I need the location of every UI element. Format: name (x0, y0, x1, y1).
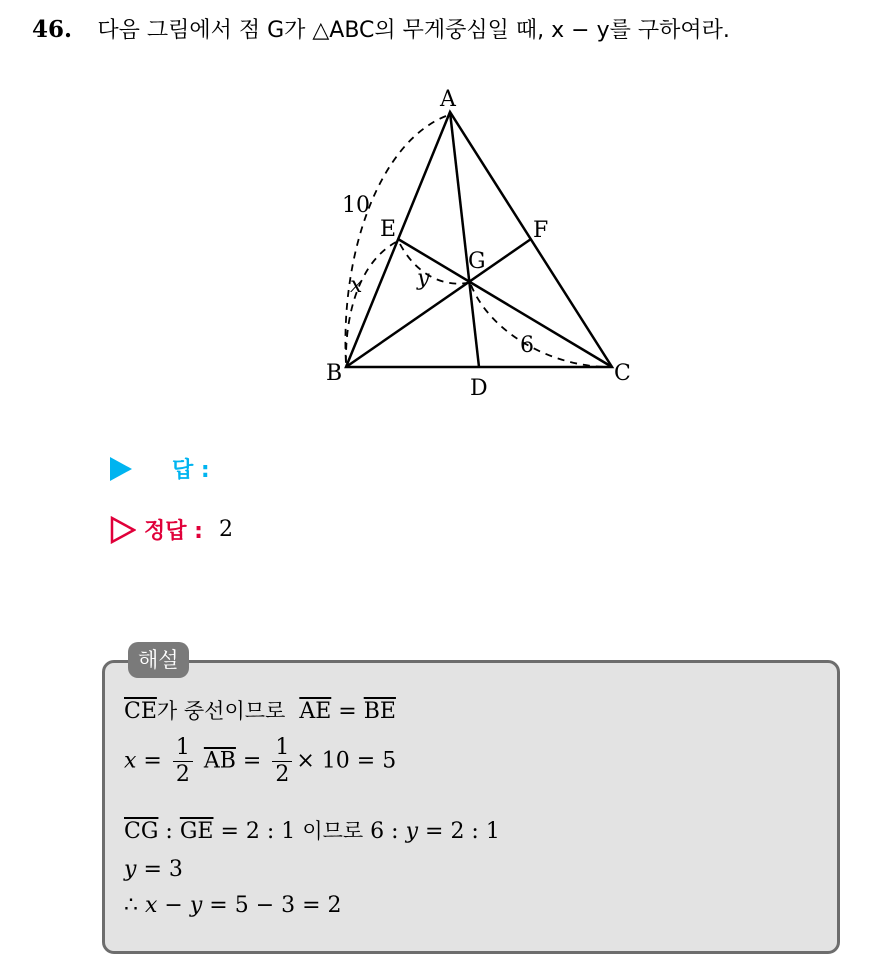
explanation-line-5 (124, 893, 342, 918)
correct-answer-row (110, 514, 233, 545)
equals-sign: = (242, 748, 262, 774)
fraction-numerator: 1 (272, 735, 292, 762)
fraction-half (272, 735, 292, 788)
var-x: x (145, 893, 158, 918)
segment-ge: $\overline{GE}$ (179, 819, 214, 844)
triangle-figure (320, 82, 650, 402)
correct-answer-value: 2 (218, 517, 233, 542)
label-x: x (350, 273, 363, 298)
segment-ab: $\overline{AB}$ (203, 748, 236, 774)
fraction-half (173, 735, 193, 788)
play-triangle-icon (110, 457, 132, 481)
ratio-text: 6 : (370, 819, 399, 844)
calc-result: = 3 (143, 857, 183, 882)
point-f-label: F (533, 218, 549, 243)
answer-row (110, 453, 210, 484)
explanation-line-1 (124, 695, 396, 725)
arc-eg (400, 244, 467, 284)
answer-label: 답 : (172, 458, 210, 483)
segment-ce: $\overline{CE}$ (124, 699, 157, 724)
text-therefore: 이므로 (302, 819, 364, 843)
outline-triangle-icon (110, 516, 136, 544)
explanation-tag: 해설 (128, 642, 189, 678)
ratio-text: = 2 : 1 (425, 819, 500, 844)
point-e-label: E (380, 217, 397, 242)
colon: : (165, 819, 173, 844)
var-x: x (124, 748, 137, 774)
calc-result: × 10 = 5 (296, 748, 397, 774)
explanation-line-3 (124, 815, 500, 845)
label-y: y (417, 266, 430, 291)
calc-result: = 5 − 3 = 2 (209, 893, 342, 918)
fraction-denominator: 2 (275, 762, 290, 787)
point-a-label: A (440, 87, 456, 112)
therefore-symbol: ∴ (124, 893, 138, 918)
explanation-line-4 (124, 857, 183, 882)
fraction-denominator: 2 (175, 762, 190, 787)
question-text: 다음 그림에서 점 G가 △ABC의 무게중심일 때, x − y를 구하여라. (97, 18, 730, 43)
var-y: y (189, 893, 203, 918)
equals-sign: = (338, 699, 357, 724)
ratio-text: = 2 : 1 (220, 819, 296, 844)
explanation-line-2 (124, 735, 396, 788)
segment-ae: $\overline{AE}$ (299, 699, 332, 724)
minus-sign: − (164, 893, 183, 918)
text-median: 가 중선이므로 (156, 699, 286, 723)
segment-cg: $\overline{CG}$ (124, 819, 159, 844)
point-g-label: G (468, 249, 486, 274)
point-b-label: B (326, 361, 343, 386)
triangle-diagram (320, 82, 650, 402)
question-number: 46. (32, 16, 73, 43)
point-c-label: C (614, 361, 631, 386)
var-y: y (124, 857, 137, 882)
equals-sign: = (143, 748, 162, 774)
point-d-label: D (470, 376, 488, 401)
label-ab-10: 10 (342, 193, 370, 218)
segment-be: $\overline{BE}$ (363, 699, 396, 724)
label-gc-6: 6 (520, 333, 534, 358)
var-y: y (405, 819, 419, 844)
question (32, 13, 730, 44)
fraction-numerator: 1 (173, 735, 193, 762)
correct-answer-label: 정답 : (144, 519, 203, 544)
